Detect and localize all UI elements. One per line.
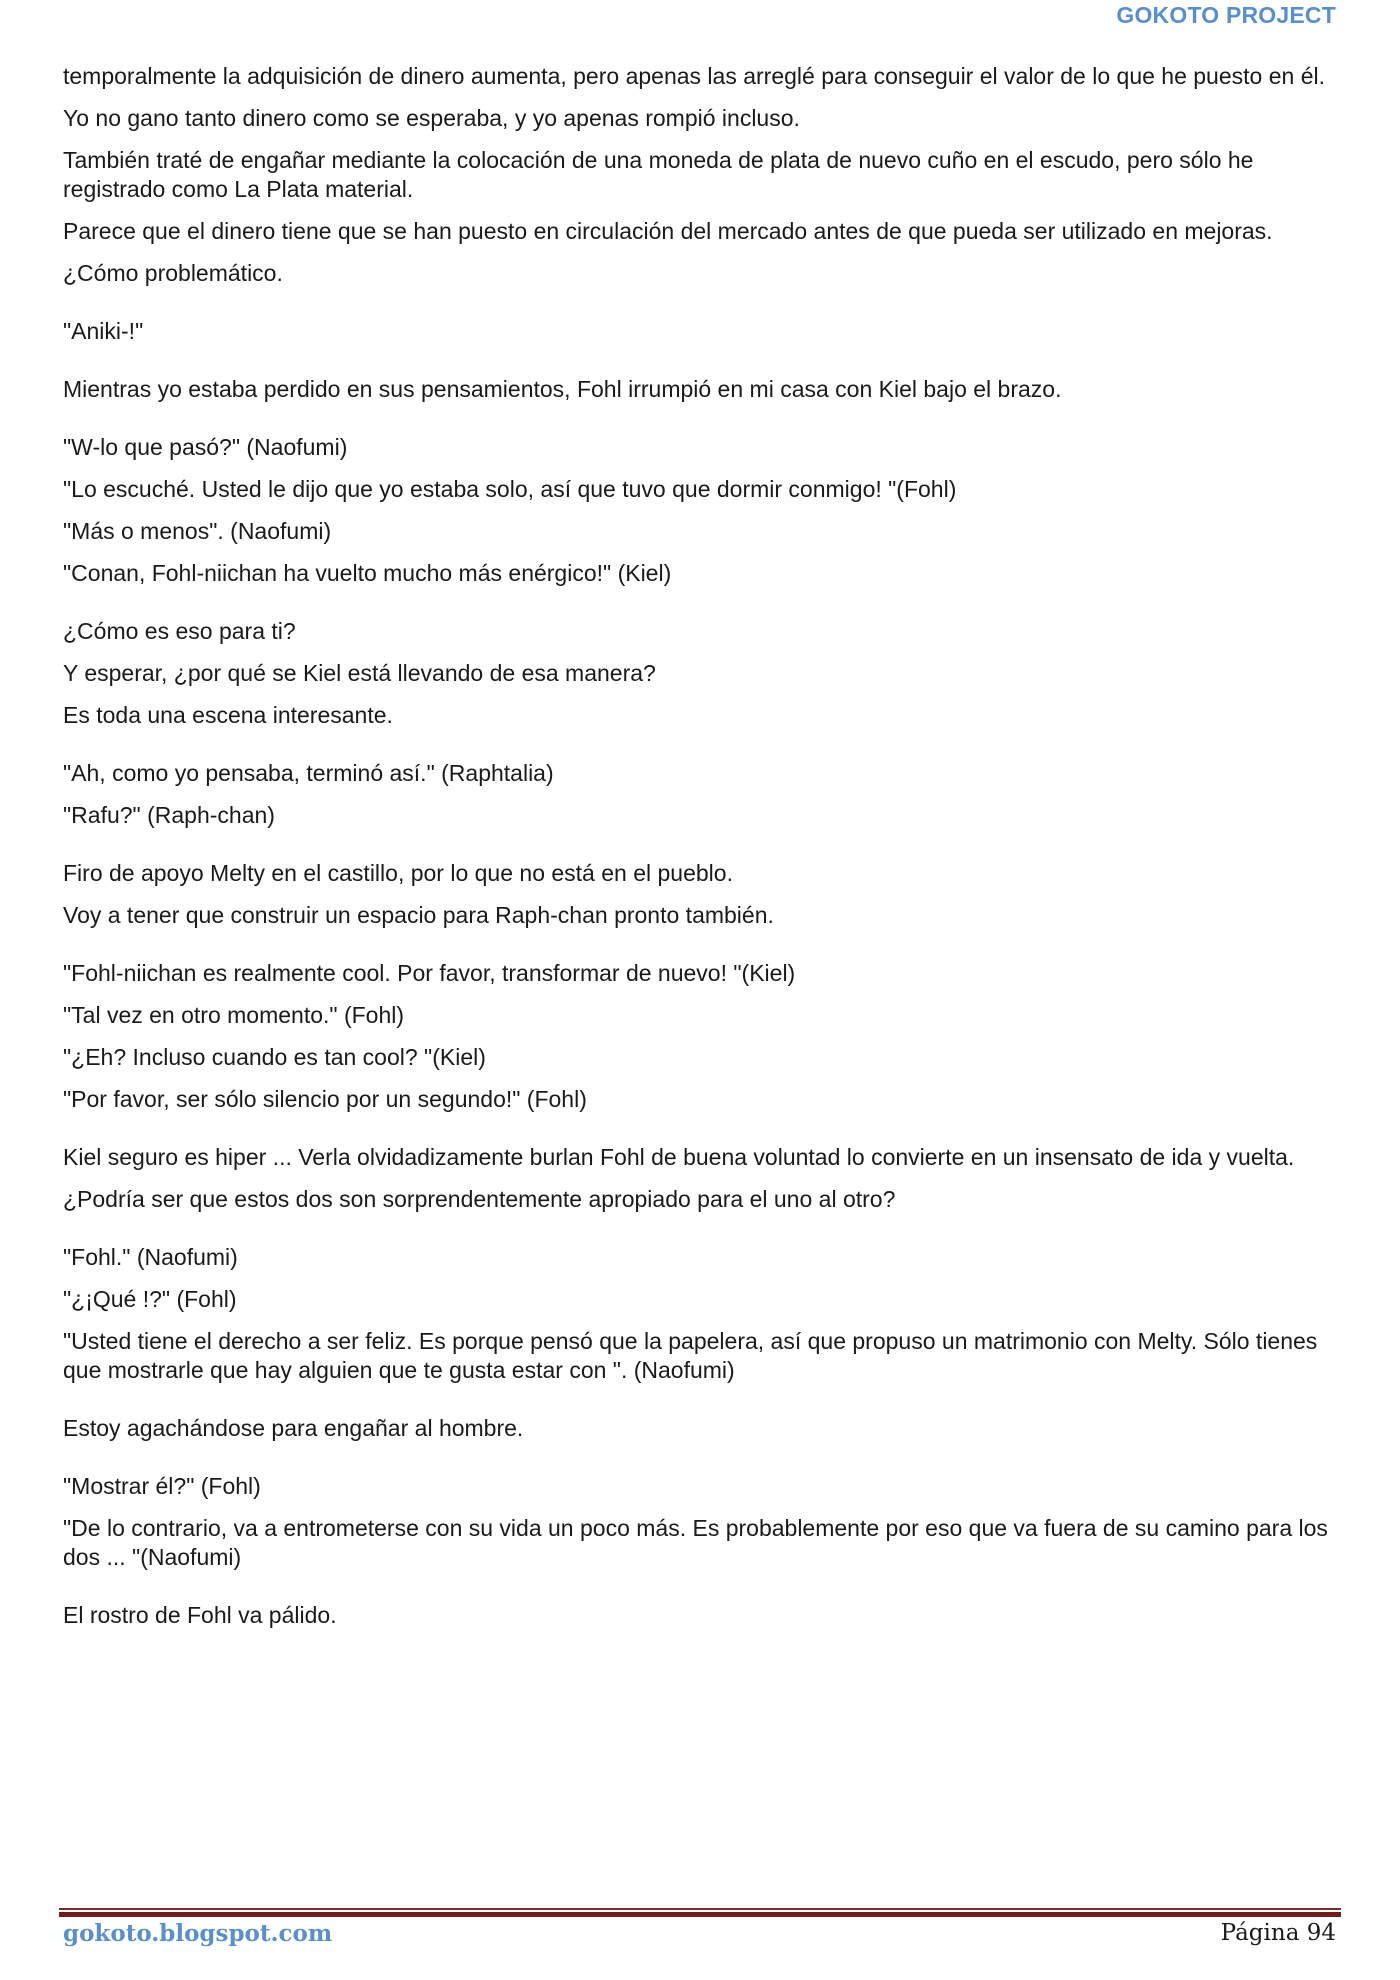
paragraph: "Rafu?" (Raph-chan)	[63, 802, 275, 828]
paragraph: "Aniki-!"	[63, 318, 144, 344]
paragraph: "Mostrar él?" (Fohl)	[63, 1473, 261, 1499]
paragraph: Y esperar, ¿por qué se Kiel está llevando de esa manera?	[63, 660, 656, 686]
paragraph: ¿Cómo es eso para ti?	[63, 618, 296, 644]
paragraph: ¿Cómo problemático.	[63, 260, 283, 286]
paragraph: Firo de apoyo Melty en el castillo, por lo que no está en el pueblo.	[63, 860, 733, 886]
paragraph: ¿Podría ser que estos dos son sorprendentemente apropiado para el uno al otro?	[63, 1186, 896, 1212]
paragraph: "Usted tiene el derecho a ser feliz. Es porque pensó que la papelera, así que propuso un matrimonio con Melty. Sólo tienes que mostrarle que hay alguien que te gusta estar con ". (Naofumi)	[63, 1328, 1318, 1383]
header-brand: GOKOTO PROJECT	[1116, 2, 1336, 28]
footer-site-link[interactable]: gokoto.blogspot.com	[63, 1920, 333, 1947]
paragraph: Es toda una escena interesante.	[63, 702, 393, 728]
footer-divider-thin	[59, 1908, 1341, 1910]
paragraph: Kiel seguro es hiper ... Verla olvidadizamente burlan Fohl de buena voluntad lo convierte en un insensato de ida y vuelta.	[63, 1144, 1295, 1170]
paragraph: "Fohl." (Naofumi)	[63, 1244, 238, 1270]
paragraph: El rostro de Fohl va pálido.	[63, 1602, 337, 1628]
paragraph: Voy a tener que construir un espacio para Raph-chan pronto también.	[63, 902, 774, 928]
document-body	[63, 62, 1338, 1643]
paragraph: También traté de engañar mediante la colocación de una moneda de plata de nuevo cuño en el escudo, pero sólo he registrado como La Plata material.	[63, 147, 1254, 202]
paragraph: "De lo contrario, va a entrometerse con su vida un poco más. Es probablemente por eso que va fuera de su camino para los dos ... "(Naofumi)	[63, 1515, 1328, 1570]
paragraph: Mientras yo estaba perdido en sus pensamientos, Fohl irrumpió en mi casa con Kiel bajo el brazo.	[63, 376, 1062, 402]
paragraph: "Lo escuché. Usted le dijo que yo estaba solo, así que tuvo que dormir conmigo! "(Fohl)	[63, 476, 957, 502]
paragraph: Estoy agachándose para engañar al hombre.	[63, 1415, 524, 1441]
paragraph: Parece que el dinero tiene que se han puesto en circulación del mercado antes de que pueda ser utilizado en mejoras.	[63, 218, 1273, 244]
paragraph: "¿Eh? Incluso cuando es tan cool? "(Kiel)	[63, 1044, 486, 1070]
paragraph: "¿¡Qué !?" (Fohl)	[63, 1286, 237, 1312]
paragraph: "Tal vez en otro momento." (Fohl)	[63, 1002, 405, 1028]
paragraph: temporalmente la adquisición de dinero aumenta, pero apenas las arreglé para conseguir el valor de lo que he puesto en él.	[63, 63, 1325, 89]
paragraph: "Más o menos". (Naofumi)	[63, 518, 332, 544]
page-number: Página 94	[1220, 1920, 1336, 1946]
paragraph: "Por favor, ser sólo silencio por un segundo!" (Fohl)	[63, 1086, 587, 1112]
paragraph: "Conan, Fohl-niichan ha vuelto mucho más enérgico!" (Kiel)	[63, 560, 672, 586]
paragraph: Yo no gano tanto dinero como se esperaba, y yo apenas rompió incluso.	[63, 105, 800, 131]
paragraph: "W-lo que pasó?" (Naofumi)	[63, 434, 348, 460]
paragraph: "Ah, como yo pensaba, terminó así." (Raphtalia)	[63, 760, 554, 786]
footer-divider-thick	[59, 1912, 1341, 1917]
paragraph: "Fohl-niichan es realmente cool. Por favor, transformar de nuevo! "(Kiel)	[63, 960, 796, 986]
